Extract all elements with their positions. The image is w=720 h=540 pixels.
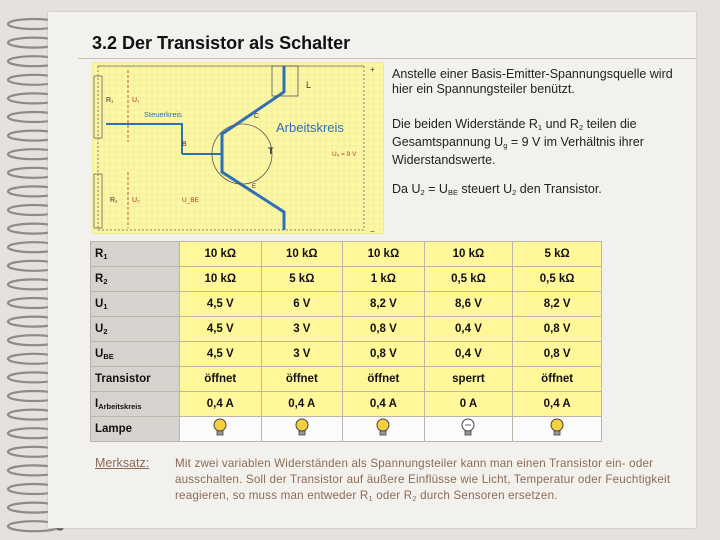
lamp-on-icon <box>261 417 343 442</box>
table-cell: 0 A <box>424 392 513 417</box>
label-r1: R₁ <box>106 97 114 104</box>
merksatz-text: Mit zwei variablen Widerständen als Spannungsteiler kann man einen Transistor ein- oder ausschalten. Soll der Transistor auf äußere Einflüsse wie Licht, Temperatur oder Feuchtigkeit reagieren, so muss man entweder $R_1$ oder $R_2$ durch Sensoren ersetzen. <box>175 457 671 503</box>
table-row <box>91 342 602 367</box>
label-ube: U_BE <box>182 197 199 204</box>
transistor-circuit-diagram <box>92 62 384 234</box>
explanation-paragraph-3: Da $U_2 = U_{BE}$ steuert $U_2$ den Transistor. <box>392 182 602 197</box>
table-cell: 0,5 kΩ <box>424 267 513 292</box>
table-row <box>91 292 602 317</box>
lamp-off-icon <box>424 417 513 442</box>
table-cell: 10 kΩ <box>424 242 513 267</box>
table-cell: 0,4 A <box>513 392 602 417</box>
table-cell: 5 kΩ <box>513 242 602 267</box>
table-cell: öffnet <box>513 367 602 392</box>
table-cell: 0,4 A <box>343 392 425 417</box>
table-cell: 0,8 V <box>513 317 602 342</box>
label-plus: + <box>370 65 375 74</box>
explanation-paragraph-2: Die beiden Widerstände $R_1$ und $R_2$ teilen die Gesamtspannung $U_g = 9$ V im Verhältnis ihrer Widerstandswerte. <box>392 117 644 167</box>
label-minus: − <box>370 227 375 234</box>
row-label: Transistor <box>91 367 180 392</box>
table-row-lamp <box>91 417 602 442</box>
label-steuerkreis: Steuerkreis <box>144 110 182 119</box>
table-cell: 10 kΩ <box>180 267 262 292</box>
label-r2: R₂ <box>110 197 118 204</box>
voltage-divider-table <box>90 241 602 442</box>
label-e: E <box>252 184 257 190</box>
row-label: $U_1$ <box>91 292 180 317</box>
table-cell: 10 kΩ <box>180 242 262 267</box>
table-row <box>91 392 602 417</box>
row-label: $I_{Arbeitskreis}$ <box>91 392 180 417</box>
table-cell: 6 V <box>261 292 343 317</box>
table-cell: 4,5 V <box>180 292 262 317</box>
table-cell: 0,4 V <box>424 342 513 367</box>
table-cell: 0,4 V <box>424 317 513 342</box>
table-cell: 5 kΩ <box>261 267 343 292</box>
label-u1: U₁ <box>132 97 140 104</box>
table-cell: öffnet <box>343 367 425 392</box>
table-cell: 3 V <box>261 317 343 342</box>
table-cell: 8,6 V <box>424 292 513 317</box>
table-row <box>91 317 602 342</box>
lamp-on-icon <box>180 417 262 442</box>
table-cell: 10 kΩ <box>343 242 425 267</box>
table-cell: sperrt <box>424 367 513 392</box>
label-ug: U₉ = 9 V <box>332 151 357 158</box>
table-cell: öffnet <box>261 367 343 392</box>
label-u2: U₂ <box>132 197 140 204</box>
label-arbeitskreis: Arbeitskreis <box>276 120 344 135</box>
table-cell: 8,2 V <box>343 292 425 317</box>
lamp-on-icon <box>513 417 602 442</box>
table-cell: 1 kΩ <box>343 267 425 292</box>
table-cell: 0,5 kΩ <box>513 267 602 292</box>
table-cell: 4,5 V <box>180 317 262 342</box>
table-cell: 0,4 A <box>180 392 262 417</box>
table-cell: 0,8 V <box>513 342 602 367</box>
row-label: $U_2$ <box>91 317 180 342</box>
explanation-paragraph-1: Anstelle einer Basis-Emitter-Spannungsquelle wird hier ein Spannungsteiler benützt. <box>392 67 673 96</box>
table-cell: öffnet <box>180 367 262 392</box>
row-label: Lampe <box>91 417 180 442</box>
table-cell: 0,8 V <box>343 317 425 342</box>
row-label: $R_2$ <box>91 267 180 292</box>
slide-title: 3.2 Der Transistor als Schalter <box>92 33 351 53</box>
table-cell: 0,4 A <box>261 392 343 417</box>
row-label: $U_{BE}$ <box>91 342 180 367</box>
table-row <box>91 367 602 392</box>
label-b: B <box>182 141 187 148</box>
merksatz-label: Merksatz: <box>95 456 150 470</box>
title-divider <box>78 58 696 59</box>
table-row <box>91 242 602 267</box>
label-t: T <box>268 146 274 156</box>
table-cell: 4,5 V <box>180 342 262 367</box>
label-lamp: L <box>306 80 312 90</box>
row-label: $R_1$ <box>91 242 180 267</box>
table-row <box>91 267 602 292</box>
table-cell: 3 V <box>261 342 343 367</box>
lamp-on-icon <box>343 417 425 442</box>
label-c: C <box>254 113 260 120</box>
table-cell: 0,8 V <box>343 342 425 367</box>
table-cell: 10 kΩ <box>261 242 343 267</box>
table-cell: 8,2 V <box>513 292 602 317</box>
